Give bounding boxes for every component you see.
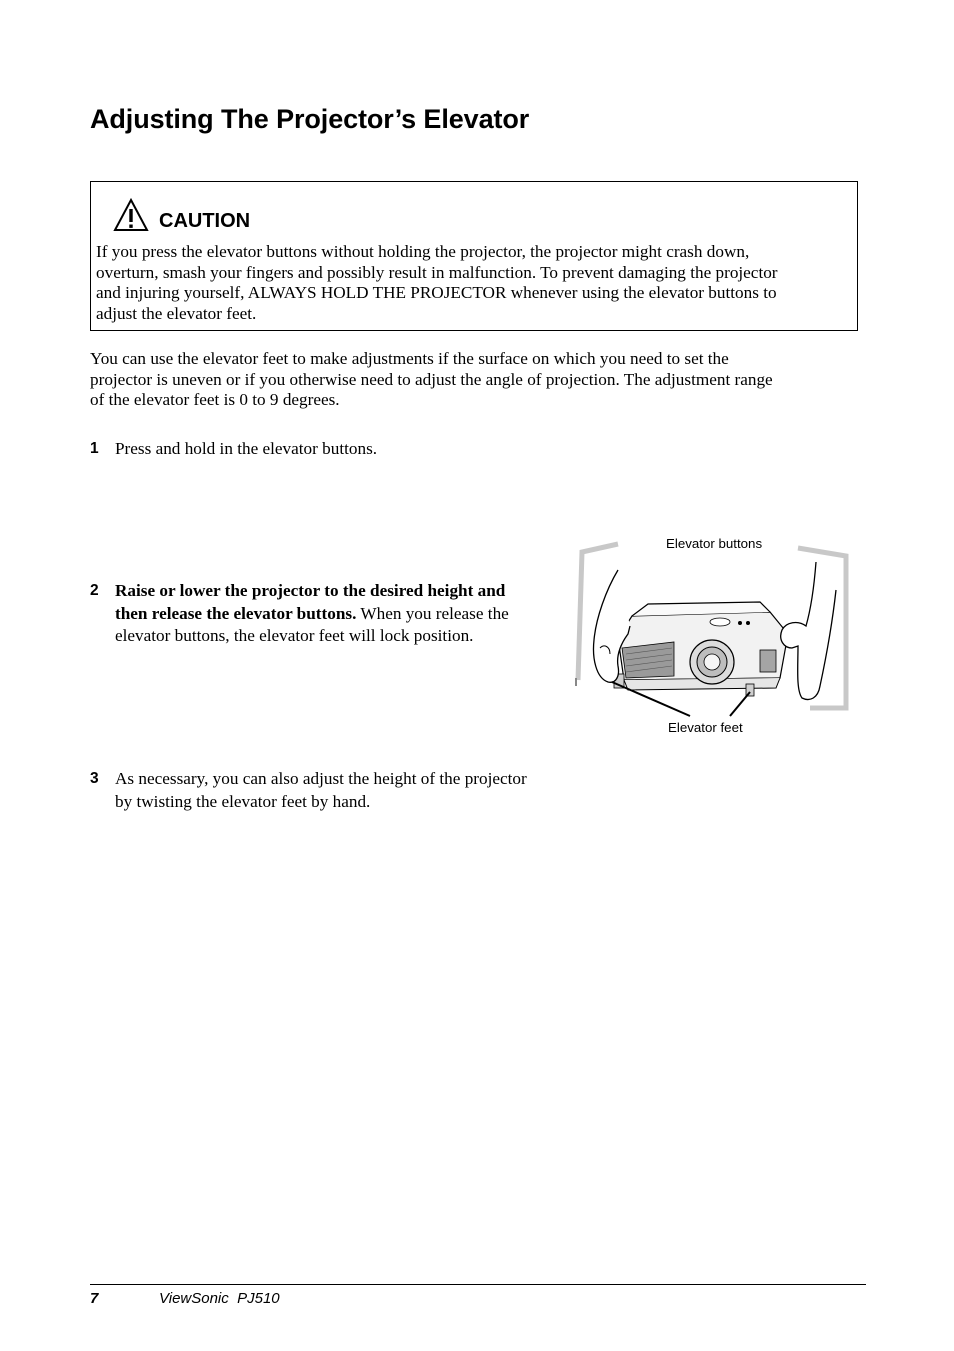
caution-line: overturn, smash your fingers and possibly result in malfunction. To prevent damaging the projector bbox=[96, 262, 778, 282]
step-line: elevator buttons, the elevator feet will lock position. bbox=[115, 626, 474, 645]
step-2 bbox=[90, 580, 570, 650]
step-1 bbox=[90, 438, 570, 462]
step-text bbox=[115, 768, 527, 813]
caution-text bbox=[96, 242, 854, 325]
step-number: 1 bbox=[90, 440, 99, 457]
page-title: Adjusting The Projector’s Elevator bbox=[90, 104, 530, 134]
projector-figure bbox=[570, 530, 860, 745]
caution-line: and injuring yourself, ALWAYS HOLD THE PROJECTOR whenever using the elevator buttons to bbox=[96, 283, 777, 303]
figure-label-elevator-buttons: Elevator buttons bbox=[666, 536, 763, 551]
step-regular-text: When you release the bbox=[356, 603, 509, 623]
intro-line: of the elevator feet is 0 to 9 degrees. bbox=[90, 390, 340, 410]
caution-box bbox=[90, 181, 858, 331]
step-line bbox=[115, 603, 509, 626]
footer-brand: ViewSonic PJ510 bbox=[159, 1290, 280, 1307]
footer-rule bbox=[90, 1284, 866, 1285]
intro-paragraph bbox=[90, 349, 860, 411]
step-3 bbox=[90, 768, 580, 816]
warning-triangle-icon bbox=[113, 198, 149, 232]
step-bold-text: then release the elevator buttons. bbox=[115, 603, 357, 623]
step-bold-text: Raise or lower the projector to the desired height and bbox=[115, 581, 506, 600]
caution-line: If you press the elevator buttons without holding the projector, the projector might crash down, bbox=[96, 242, 750, 261]
step-line: As necessary, you can also adjust the height of the projector bbox=[115, 769, 527, 788]
intro-line: You can use the elevator feet to make adjustments if the surface on which you need to set the bbox=[90, 349, 729, 368]
step-number: 3 bbox=[90, 770, 99, 787]
step-text bbox=[115, 580, 509, 648]
step-text: Press and hold in the elevator buttons. bbox=[115, 439, 378, 458]
projector-illustration bbox=[570, 530, 860, 720]
figure-label-elevator-feet: Elevator feet bbox=[668, 720, 743, 735]
page-number: 7 bbox=[90, 1290, 99, 1307]
caution-line: adjust the elevator feet. bbox=[96, 304, 257, 324]
caution-label: CAUTION bbox=[159, 210, 251, 232]
step-line: by twisting the elevator feet by hand. bbox=[115, 791, 371, 811]
intro-line: projector is uneven or if you otherwise need to adjust the angle of projection. The adjustment range bbox=[90, 369, 773, 389]
step-number: 2 bbox=[90, 582, 99, 599]
